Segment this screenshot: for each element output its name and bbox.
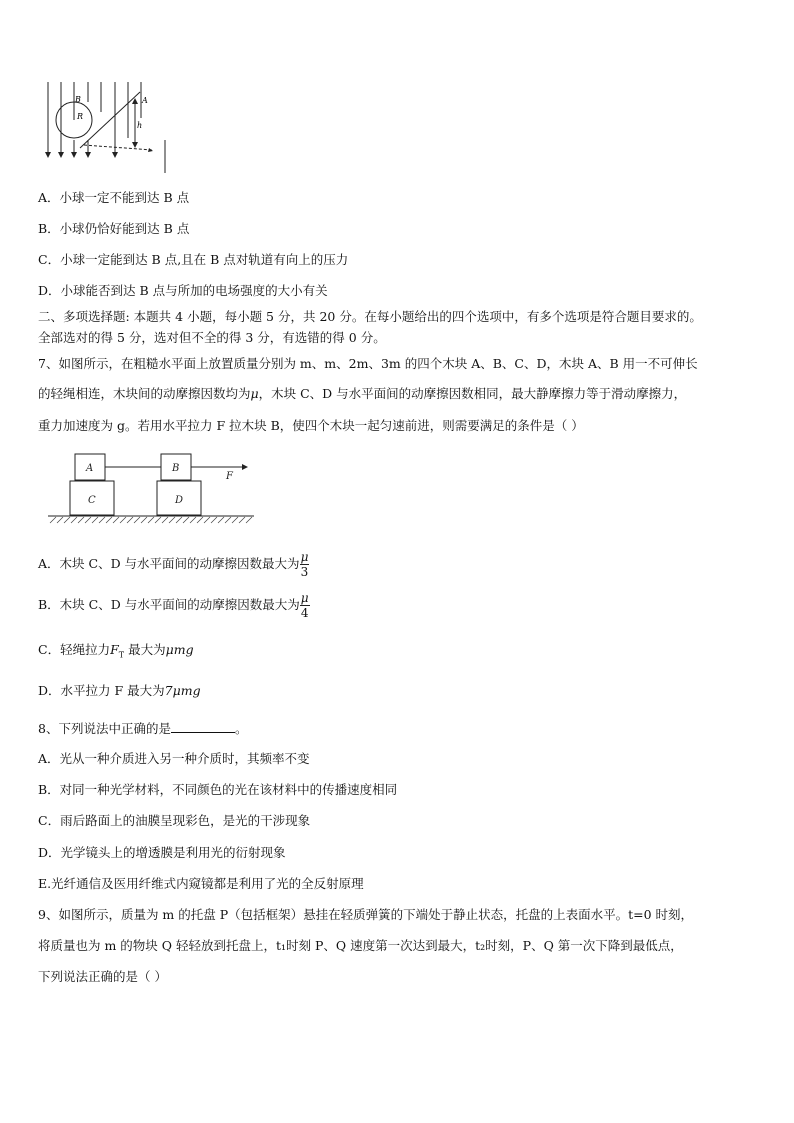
q7-option-b-fraction	[300, 592, 310, 619]
q7-stem-line2-b: ，木块 C、D 与水平面间的动摩擦因数相同，最大静摩擦力等于滑动摩擦力，	[258, 386, 687, 401]
q8-option-b: B．对同一种光学材料，不同颜色的光在该材料中的传播速度相同	[38, 782, 398, 797]
q7-stem-line2-a: 的轻绳相连，木块间的动摩擦因数均为	[38, 386, 251, 401]
q9-stem-line1: 9、如图所示，质量为 m 的托盘 P（包括框架）悬挂在轻质弹簧的下端处于静止状态，托盘的上表面水平。t=0 时刻，	[38, 907, 694, 922]
loop-track-figure	[40, 78, 170, 178]
label-B: B	[75, 95, 81, 104]
q8-stem-text: 8、下列说法中正确的是	[38, 721, 171, 736]
blocks-figure	[44, 448, 259, 528]
q7-option-a	[38, 551, 309, 578]
q7-option-c-symbol: F	[110, 642, 119, 657]
q7-option-b	[38, 592, 310, 619]
block-D-label: D	[175, 495, 184, 506]
q7-option-c-mid: 最大为	[124, 642, 166, 657]
q8-option-a: A．光从一种介质进入另一种介质时，其频率不变	[38, 751, 310, 766]
q7-option-d-value: 7μmg	[164, 683, 201, 698]
q7-option-c-text: C．轻绳拉力	[38, 642, 111, 657]
q7-option-c	[38, 640, 194, 660]
q7-option-b-denominator: 4	[300, 606, 309, 620]
section2-line1: 二、多项选择题: 本题共 4 小题，每小题 5 分，共 20 分。在每小题给出的四个选项中，有多个选项是符合题目要求的。	[38, 309, 702, 324]
q7-option-d	[38, 681, 201, 699]
q8-stem	[38, 719, 247, 737]
q7-option-a-fraction	[300, 551, 310, 578]
q7-option-c-subscript: T	[118, 650, 125, 660]
q8-answer-blank	[171, 720, 235, 733]
q6-option-c: C．小球一定能到达 B 点,且在 B 点对轨道有向上的压力	[38, 252, 349, 267]
q6-option-b: B．小球仍恰好能到达 B 点	[38, 221, 190, 236]
q6-option-a: A．小球一定不能到达 B 点	[38, 190, 190, 205]
q7-stem-line1: 7、如图所示，在粗糙水平面上放置质量分别为 m、m、2m、3m 的四个木块 A、B、C、D，木块 A、B 用一不可伸长	[38, 356, 698, 371]
q9-stem-line3: 下列说法正确的是（ ）	[38, 969, 167, 984]
label-R: R	[77, 112, 84, 121]
label-A: A	[142, 96, 148, 105]
section2-line2: 全部选对的得 5 分，选对但不全的得 3 分，有选错的得 0 分。	[38, 330, 386, 345]
q8-option-e: E.光纤通信及医用纤维式内窥镜都是利用了光的全反射原理	[38, 876, 364, 891]
q7-option-c-value: μmg	[165, 642, 194, 657]
q7-option-a-text: A．木块 C、D 与水平面间的动摩擦因数最大为	[38, 556, 300, 571]
q9-stem-line2: 将质量也为 m 的物块 Q 轻轻放到托盘上，t₁时刻 P、Q 速度第一次达到最大，t₂时刻，P、Q 第一次下降到最低点，	[38, 938, 683, 953]
q7-option-b-numerator: μ	[300, 591, 309, 605]
block-A-label: A	[86, 463, 94, 474]
q7-option-d-text: D．水平拉力 F 最大为	[38, 683, 165, 698]
block-C-label: C	[88, 495, 96, 506]
q7-option-a-denominator: 3	[300, 565, 309, 579]
block-B-label: B	[172, 463, 180, 474]
q7-option-b-text: B．木块 C、D 与水平面间的动摩擦因数最大为	[38, 597, 300, 612]
q7-stem-line3: 重力加速度为 g。若用水平拉力 F 拉木块 B，使四个木块一起匀速前进，则需要满足的条件是（ ）	[38, 418, 584, 433]
q6-option-d: D．小球能否到达 B 点与所加的电场强度的大小有关	[38, 283, 328, 298]
label-h: h	[137, 121, 143, 130]
q8-option-d: D．光学镜头上的增透膜是利用光的衍射现象	[38, 845, 286, 860]
q7-option-a-numerator: μ	[300, 550, 309, 564]
q8-stem-end: 。	[234, 721, 248, 736]
q7-mu: μ	[250, 386, 259, 401]
q7-stem-line2	[38, 384, 686, 402]
q8-option-c: C．雨后路面上的油膜呈现彩色，是光的干涉现象	[38, 813, 311, 828]
force-F-label: F	[226, 471, 233, 482]
